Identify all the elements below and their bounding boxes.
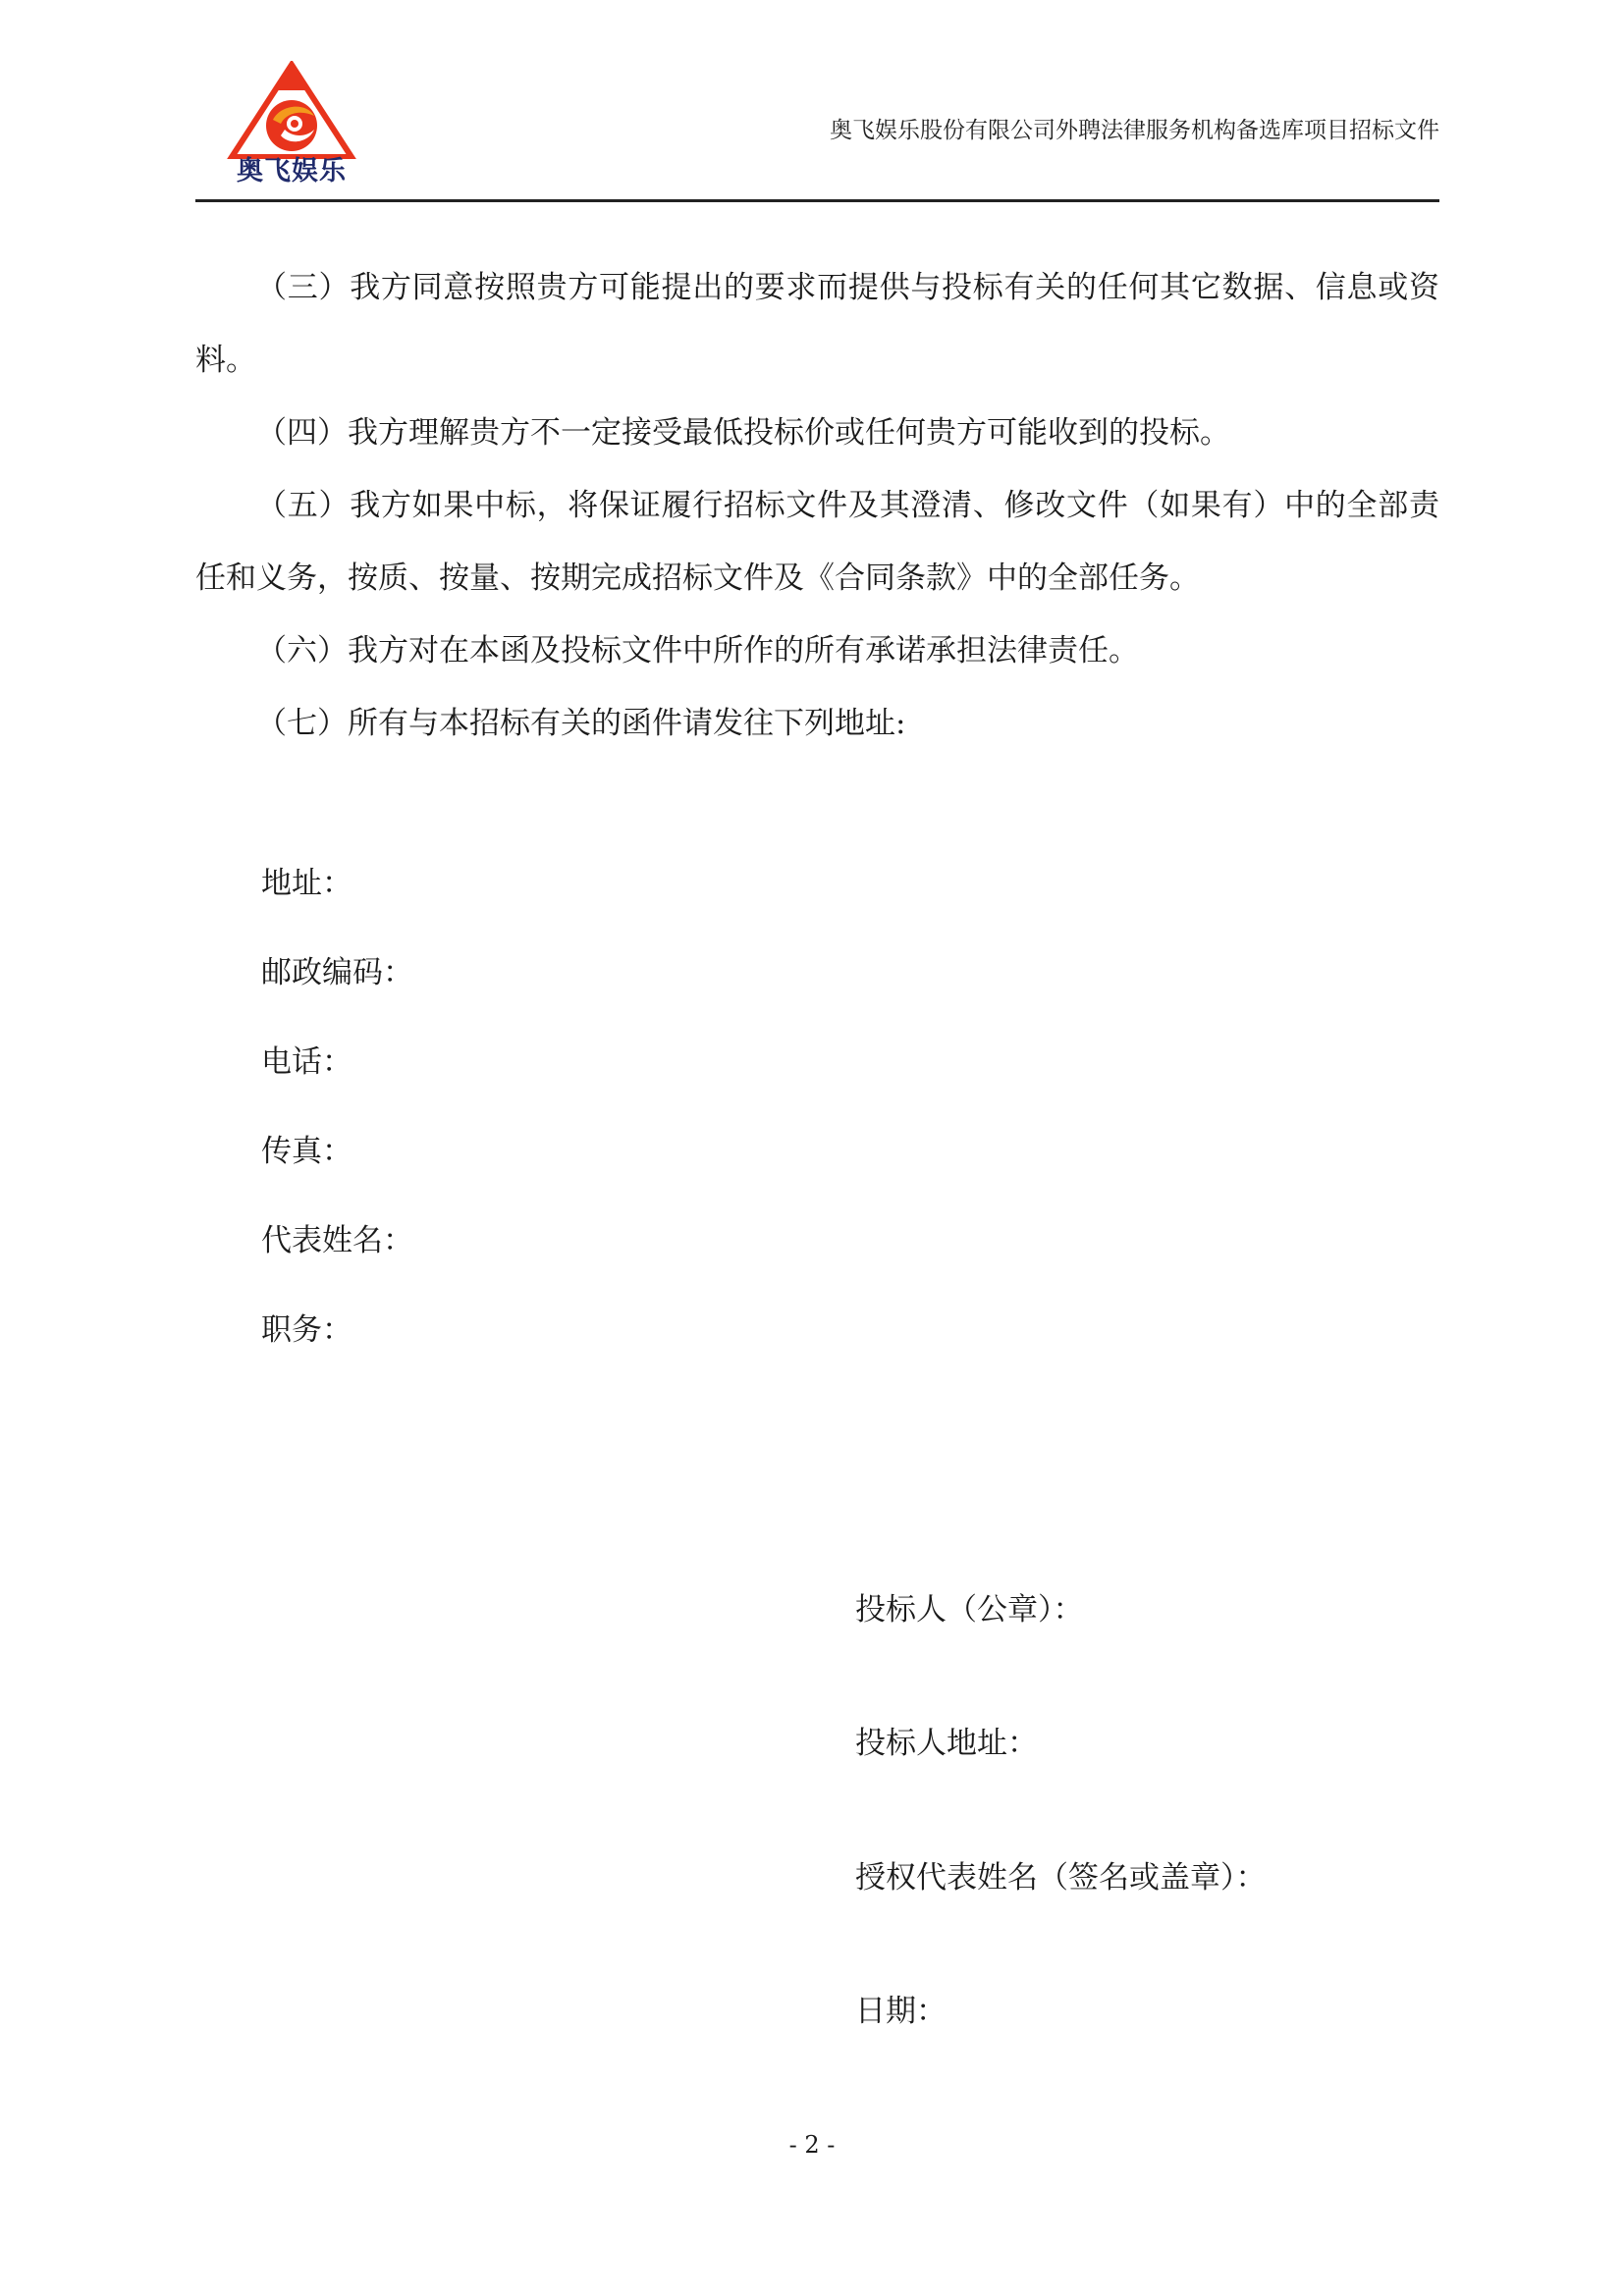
company-logo bbox=[224, 61, 359, 190]
header-divider bbox=[195, 199, 1439, 202]
page-number: - 2 - bbox=[788, 2131, 836, 2159]
address-label: 地址： bbox=[261, 866, 352, 901]
bidder-seal-label: 投标人（公章）： bbox=[855, 1592, 1084, 1628]
phone-label: 电话： bbox=[261, 1044, 352, 1080]
logo-text: 奥飞娱乐 bbox=[237, 156, 347, 187]
logo-mark-icon bbox=[224, 61, 359, 159]
fax-label: 传真： bbox=[261, 1134, 352, 1169]
postal-code-label: 邮政编码： bbox=[261, 955, 413, 990]
document-header-title: 奥飞娱乐股份有限公司外聘法律服务机构备选库项目招标文件 bbox=[830, 118, 1439, 143]
date-label: 日期： bbox=[855, 1994, 947, 2029]
paragraph-6: （六）我方对在本函及投标文件中所作的所有承诺承担法律责任。 bbox=[256, 633, 1139, 668]
position-label: 职务： bbox=[261, 1312, 352, 1348]
body-text bbox=[195, 251, 1439, 760]
representative-name-label: 代表姓名： bbox=[261, 1223, 413, 1258]
bidder-address-label: 投标人地址： bbox=[855, 1726, 1038, 1761]
authorized-rep-label: 授权代表姓名（签名或盖章）： bbox=[855, 1860, 1267, 1896]
paragraph-5: （五）我方如果中标，将保证履行招标文件及其澄清、修改文件（如果有）中的全部责任和义务，按质、按量、按期完成招标文件及《合同条款》中的全部任务。 bbox=[195, 488, 1439, 596]
paragraph-7: （七）所有与本招标有关的函件请发往下列地址: bbox=[256, 706, 906, 741]
paragraph-4: （四）我方理解贵方不一定接受最低投标价或任何贵方可能收到的投标。 bbox=[256, 415, 1230, 451]
paragraph-3: （三）我方同意按照贵方可能提出的要求而提供与投标有关的任何其它数据、信息或资料。 bbox=[195, 270, 1439, 378]
